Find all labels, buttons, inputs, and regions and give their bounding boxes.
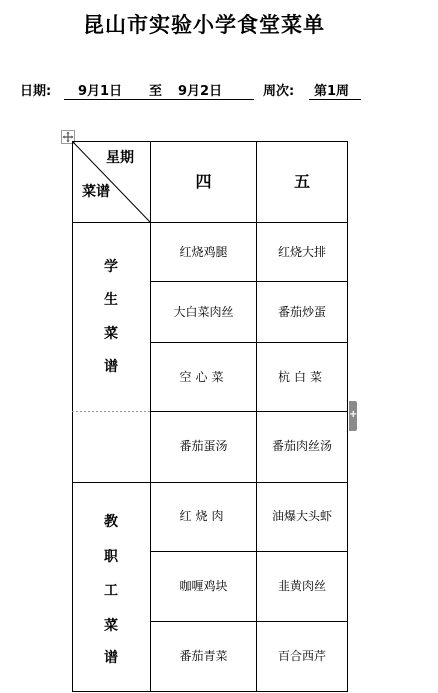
staff-dish-thu: 番茄青菜	[179, 649, 228, 663]
student-soup-fri: 番茄肉丝汤	[271, 439, 332, 453]
staff-dish-fri: 百合西芹	[277, 649, 326, 663]
weekday-header-label: 星期	[106, 150, 134, 166]
page-title: 昆山市实验小学食堂菜单	[83, 13, 325, 37]
date-week-line	[20, 82, 420, 102]
staff-dish-thu: 咖喱鸡块	[179, 579, 228, 593]
student-dish-fri: 番茄炒蛋	[277, 305, 326, 319]
menu-table	[72, 141, 348, 692]
student-dish-fri: 杭白菜	[277, 370, 326, 384]
staff-label-char: 教	[104, 514, 118, 530]
staff-label-char: 菜	[104, 618, 118, 634]
student-label-char: 学	[104, 259, 118, 275]
menu-header-label: 菜谱	[82, 184, 110, 200]
staff-label-char: 谱	[104, 650, 118, 666]
date-label: 日期:	[20, 84, 52, 99]
staff-label-char: 职	[104, 549, 118, 565]
week-label: 周次:	[263, 84, 295, 99]
plus-icon[interactable]: +	[349, 401, 357, 431]
end-date: 9月2日	[178, 84, 223, 99]
student-label-char: 生	[104, 292, 118, 308]
start-date: 9月1日	[78, 84, 123, 99]
staff-dish-fri: 韭黄肉丝	[277, 579, 326, 593]
student-label-char: 菜	[104, 326, 118, 342]
staff-dish-thu: 红烧肉	[179, 509, 228, 523]
to-text: 至	[149, 84, 163, 99]
student-dish-thu: 空心菜	[179, 370, 228, 384]
staff-label-char: 工	[104, 583, 118, 599]
student-dish-thu: 红烧鸡腿	[179, 245, 228, 259]
student-soup-thu: 番茄蛋汤	[179, 439, 228, 453]
week-value: 第1周	[314, 84, 350, 99]
week-underline	[309, 99, 361, 100]
day-header-friday: 五	[293, 172, 310, 191]
student-label-char: 谱	[104, 359, 118, 375]
day-header-thursday: 四	[195, 172, 212, 191]
date-underline	[64, 99, 254, 100]
student-dish-thu: 大白菜肉丝	[173, 305, 234, 319]
student-dish-fri: 红烧大排	[277, 245, 326, 259]
table-grid	[72, 141, 348, 692]
staff-dish-fri: 油爆大头虾	[271, 509, 332, 523]
